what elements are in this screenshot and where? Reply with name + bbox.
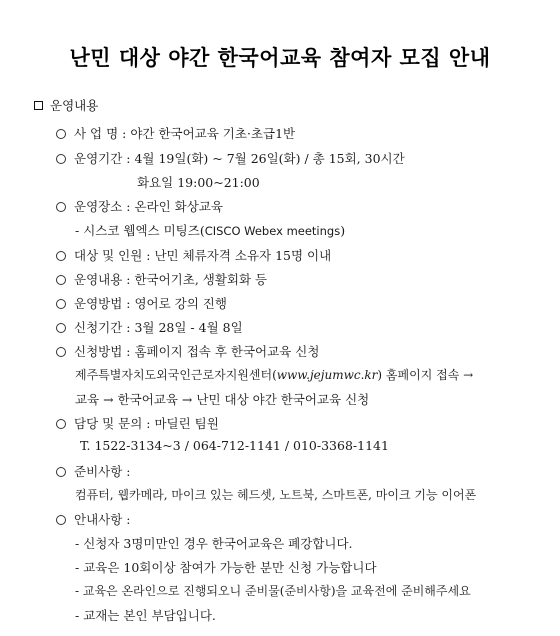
center-homepage-link[interactable]: www.jejumwc.kr (276, 368, 378, 382)
notice-line-3: - 교육은 온라인으로 진행되오니 준비물(준비사항)을 교육전에 준비해주세요 (75, 584, 471, 598)
circle-bullet-icon (56, 419, 66, 429)
circle-bullet-icon (56, 154, 66, 164)
item-period-time: 화요일 19:00~21:00 (137, 175, 260, 190)
circle-bullet-icon (56, 299, 66, 309)
circle-bullet-icon (56, 323, 66, 333)
circle-bullet-icon (56, 275, 66, 285)
item-project: 사 업 명 : 야간 한국어교육 기초·초급1반 (56, 124, 295, 142)
circle-bullet-icon (56, 347, 66, 357)
item-place: 운영장소 : 온라인 화상교육 (56, 197, 223, 215)
notice-line-4: - 교재는 본인 부담입니다. (75, 608, 216, 623)
item-prep-detail: 컴퓨터, 웹카메라, 마이크 있는 헤드셋, 노트북, 스마트폰, 마이크 기능 이어폰 (75, 488, 477, 502)
circle-bullet-icon (56, 202, 66, 212)
item-notice: 안내사항 : (56, 510, 131, 528)
item-place-sub: - 시스코 웹엑스 미팅즈(CISCO Webex meetings) (75, 223, 346, 238)
item-apply-period: 신청기간 : 3월 28일 - 4월 8일 (56, 318, 243, 336)
item-apply-line2: 제주특별자치도외국인근로자지원센터(www.jejumwc.kr) 홈페이지 접속 → (75, 368, 474, 382)
item-method: 운영방법 : 영어로 강의 진행 (56, 294, 227, 312)
section-heading (34, 96, 98, 114)
notice-line-1: - 신청자 3명미만인 경우 한국어교육은 폐강합니다. (75, 536, 353, 551)
circle-bullet-icon (56, 515, 66, 525)
item-prep: 준비사항 : (56, 462, 131, 480)
square-bullet-icon (34, 101, 43, 110)
item-content: 운영내용 : 한국어기초, 생활회화 등 (56, 270, 267, 288)
section-heading-label: 운영내용 (50, 98, 99, 113)
notice-line-2: - 교육은 10회이상 참여가 가능한 분만 신청 가능합니다 (75, 560, 377, 575)
item-apply-method: 신청방법 : 홈페이지 접속 후 한국어교육 신청 (56, 342, 319, 360)
item-apply-line3: 교육 → 한국어교육 → 난민 대상 야간 한국어교육 신청 (75, 392, 370, 407)
item-period: 운영기간 : 4월 19일(화) ~ 7월 26일(화) / 총 15회, 30시간 (56, 149, 405, 167)
page-title: 난민 대상 야간 한국어교육 참여자 모집 안내 (69, 46, 491, 70)
circle-bullet-icon (56, 467, 66, 477)
circle-bullet-icon (56, 129, 66, 139)
item-target: 대상 및 인원 : 난민 체류자격 소유자 15명 이내 (56, 246, 331, 264)
circle-bullet-icon (56, 251, 66, 261)
item-contact: 담당 및 문의 : 마딜린 팀원 (56, 414, 219, 432)
item-contact-phones: T. 1522-3134~3 / 064-712-1141 / 010-3368-1141 (80, 438, 389, 453)
